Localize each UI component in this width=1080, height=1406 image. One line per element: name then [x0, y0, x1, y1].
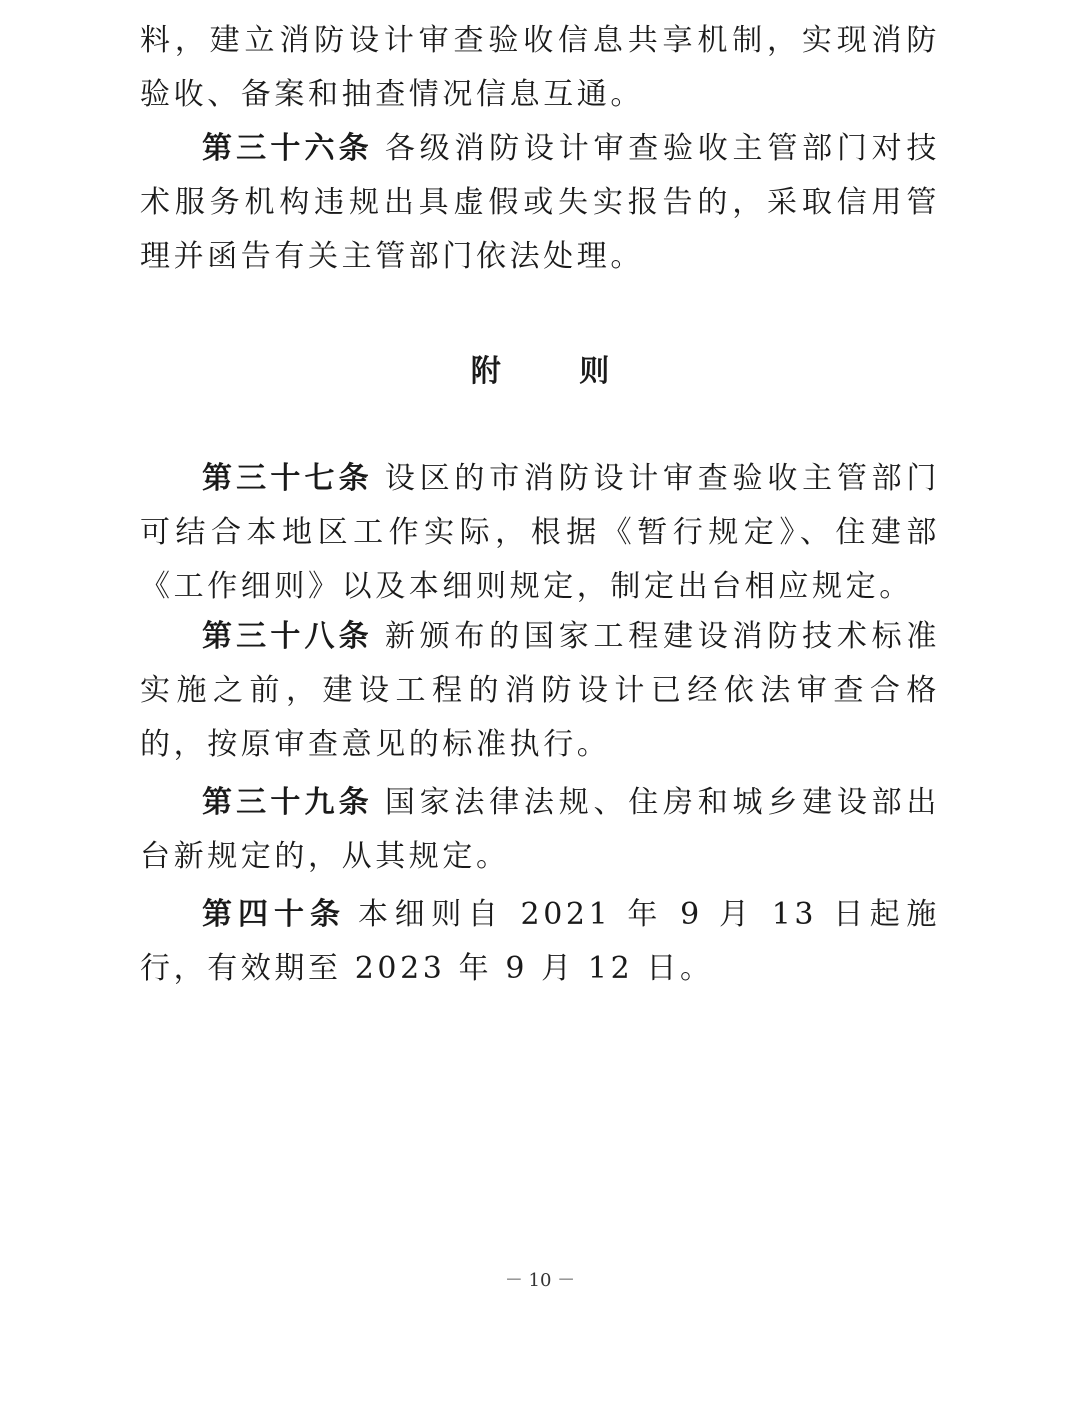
- article-number: 第三十九条: [202, 785, 373, 820]
- article-37: [140, 452, 940, 614]
- article-40: [140, 888, 940, 996]
- article-number: 第四十条: [202, 897, 346, 932]
- article-text: 本细则自 2021 年 9 月 13 日起施行，有效期至 2023 年 9 月 12 日。: [140, 897, 941, 986]
- page-number: － 10 －: [504, 1270, 576, 1291]
- article-text: 设区的市消防设计审查验收主管部门可结合本地区工作实际，根据《暂行规定》、住建部《工作细则》以及本细则规定，制定出台相应规定。: [140, 461, 941, 604]
- article-number: 第三十八条: [202, 619, 373, 654]
- continued-paragraph: 料，建立消防设计审查验收信息共享机制，实现消防验收、备案和抽查情况信息互通。: [140, 23, 940, 112]
- article-text: 新颁布的国家工程建设消防技术标准实施之前，建设工程的消防设计已经依法审查合格的，按原审查意见的标准执行。: [140, 619, 941, 762]
- article-text: 各级消防设计审查验收主管部门对技术服务机构违规出具虚假或失实报告的，采取信用管理并函告有关主管部门依法处理。: [140, 131, 941, 274]
- article-text: 国家法律法规、住房和城乡建设部出台新规定的，从其规定。: [140, 785, 941, 874]
- article-number: 第三十六条: [202, 131, 373, 166]
- article-39: [140, 776, 940, 884]
- section-heading: 附 则: [470, 354, 644, 389]
- article-38: [140, 610, 940, 772]
- article-36: [140, 122, 940, 284]
- article-number: 第三十七条: [202, 461, 373, 496]
